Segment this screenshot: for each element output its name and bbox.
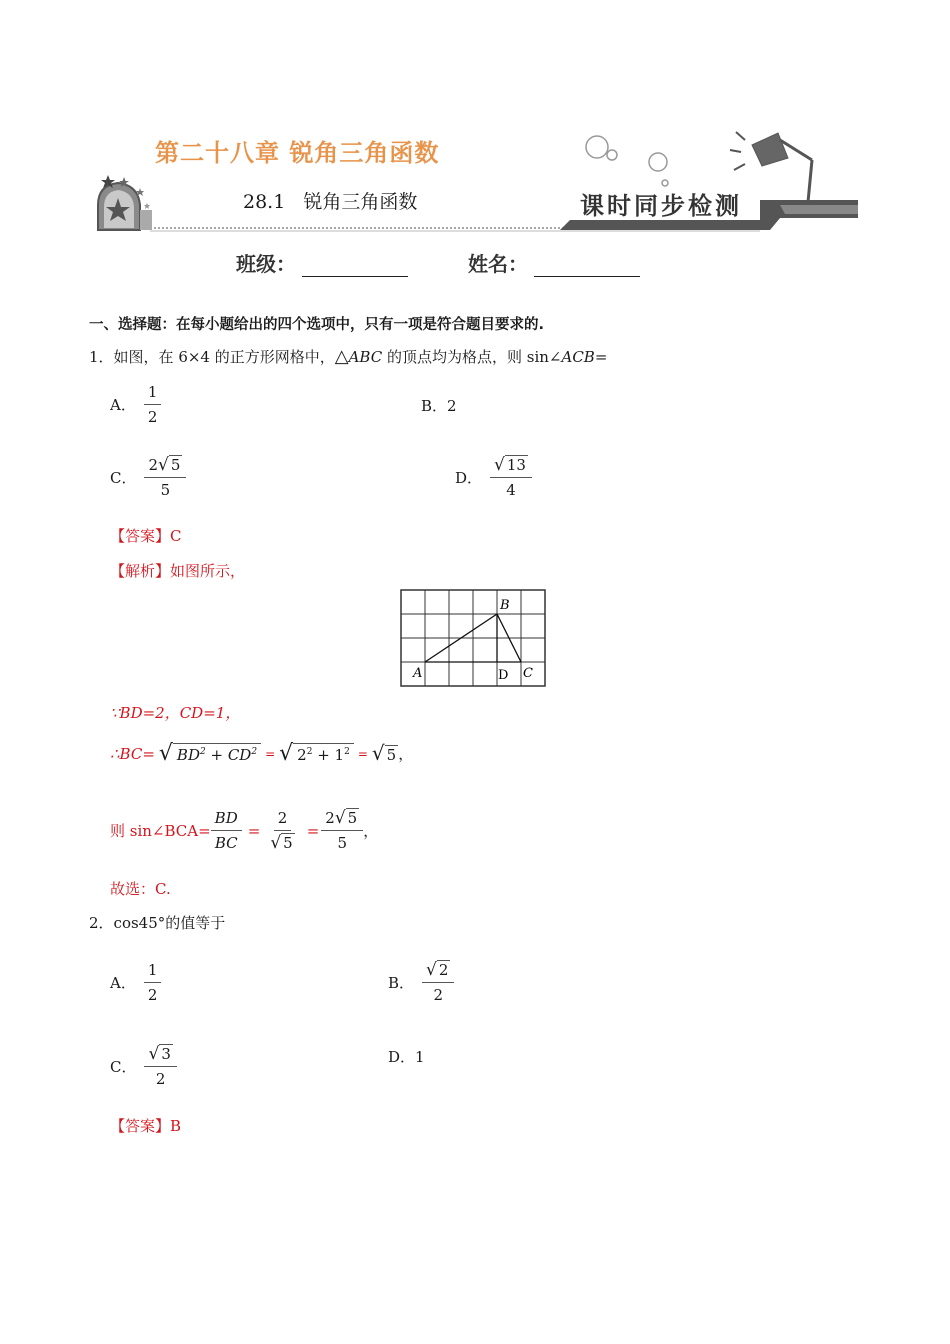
q2-answer-label: 【答案】 (110, 1117, 171, 1135)
q2-option-d[interactable] (388, 1046, 425, 1067)
q1-step3 (110, 806, 378, 855)
q2-optB-den: 2 (433, 986, 443, 1004)
q1-optD-label: D． (455, 469, 483, 487)
q1-optC-rad: 5 (170, 456, 181, 474)
label-c: C (523, 666, 533, 681)
q1-step3-eq1: = (247, 821, 261, 840)
sqrt-icon: √ 3 (148, 1044, 171, 1064)
q2-answer-value: B (170, 1117, 182, 1135)
q1-acb: ACB (561, 348, 595, 366)
chapter-title: 第二十八章 锐角三角函数 (155, 139, 440, 167)
q2-option-c[interactable] (110, 1042, 177, 1091)
sup-2c: 2 (306, 747, 313, 757)
q1-step3-frac3 (321, 806, 363, 855)
q2-optA-den: 2 (147, 986, 158, 1004)
q1-step2-plus1: + 1 (312, 746, 345, 764)
q1-step3-den2: 5 (337, 834, 348, 852)
q1-text-suffix: 的顶点均为格点，则 sin∠ (382, 348, 562, 366)
sqrt-icon: √ 5 (158, 455, 181, 475)
q1-step2-5: 5 (386, 745, 397, 764)
q1-optD-den: 4 (506, 481, 516, 499)
sync-label: 课时同步检测 (580, 191, 742, 220)
q1-optB-val: 2 (447, 397, 457, 415)
q2-option-a[interactable] (110, 958, 161, 1007)
label-b: B (500, 598, 510, 613)
q2-optC-label: C． (110, 1058, 137, 1076)
q1-analysis-label: 【解析】 (110, 562, 171, 580)
q1-step3-rad-den: 5 (283, 834, 293, 852)
q2-number: 2． (89, 914, 114, 932)
banner-graphics (0, 0, 950, 240)
q1-abc: ABC (348, 348, 383, 366)
q1-step2-plus: + CD (205, 746, 252, 764)
q1-option-a[interactable] (110, 380, 161, 429)
q2-optB-rad: 2 (438, 961, 449, 979)
name-label: 姓名： (468, 252, 528, 276)
q1-step2-2: 2 (297, 746, 307, 764)
q1-optD-rad: 13 (506, 456, 526, 474)
q1-conclusion: 故选：C. (110, 880, 171, 898)
q1-step3-rad: 5 (347, 809, 358, 827)
q2-optD-val: 1 (415, 1048, 425, 1066)
sqrt-icon: √ 5 (371, 740, 397, 765)
sqrt-icon: √ 5 (270, 833, 293, 853)
q1-step3-frac1 (211, 806, 242, 855)
q1-step3-coef: 2 (325, 809, 335, 827)
q1-analysis-text: 如图所示， (170, 562, 246, 580)
desk-lamp-icon (730, 132, 812, 202)
label-a: A (413, 666, 423, 681)
q1-step2-comma: ， (398, 744, 414, 763)
q2-optC-rad: 3 (161, 1045, 171, 1063)
name-blank[interactable] (534, 256, 640, 277)
q1-stem (89, 347, 607, 367)
q1-optA-den: 2 (147, 408, 158, 426)
q2-answer (110, 1116, 181, 1136)
q2-optB-frac (422, 958, 454, 1007)
q1-optC-label: C． (110, 469, 137, 487)
q2-optA-num: 1 (144, 958, 162, 983)
q2-text: cos45°的值等于 (113, 914, 226, 932)
sqrt-icon: √ 2 (426, 960, 449, 980)
q1-option-b[interactable] (421, 395, 457, 416)
q2-optA-frac (144, 958, 162, 1007)
q1-step3-eq2: = (306, 821, 320, 840)
q2-option-b[interactable] (388, 958, 454, 1007)
q1-step2-eq1: = (265, 746, 276, 761)
q1-optA-frac (144, 380, 162, 429)
q1-step3-comma: ， (363, 821, 379, 840)
q1-grid-figure (400, 589, 546, 687)
name-field (468, 248, 640, 277)
label-d: D (498, 668, 509, 683)
q1-step3-num: BD (211, 806, 242, 831)
sqrt-icon: √ 5 (334, 808, 358, 828)
q1-step3-num2: 2 (274, 806, 292, 831)
q1-answer-label: 【答案】 (110, 527, 171, 545)
bubbles-icon (586, 136, 668, 186)
q1-step2-bd: BD (176, 746, 200, 764)
q2-optA-label: A． (110, 974, 136, 992)
q1-step2-prefix: ∴BC= (110, 744, 155, 763)
section-heading (243, 187, 417, 214)
header-banner (0, 0, 950, 240)
q2-optC-den: 2 (155, 1070, 166, 1088)
q1-optC-den: 5 (160, 481, 171, 499)
q1-step2 (110, 742, 413, 765)
q1-optC-frac (144, 453, 186, 502)
sqrt-icon: √ $2^2 + 1^2$ (279, 742, 354, 765)
q2-optB-label: B． (388, 974, 415, 992)
q1-optC-coef: 2 (148, 456, 159, 474)
section-title: 锐角三角函数 (303, 191, 418, 213)
q1-optA-label: A． (110, 396, 136, 414)
q1-analysis (110, 561, 245, 581)
q1-option-d[interactable] (455, 453, 532, 502)
q1-optA-num: 1 (144, 380, 162, 405)
sqrt-icon: √ $BD^2 + CD^2$ (159, 742, 261, 765)
class-field (236, 248, 408, 277)
q1-step2-eq2: = (357, 746, 368, 761)
q2-stem (89, 913, 225, 933)
section-number: 28.1 (243, 191, 286, 213)
sup-2b: 2 (251, 747, 258, 757)
q1-optB-label: B． (421, 397, 448, 415)
class-label: 班级： (236, 252, 296, 276)
star-badge-icon (98, 175, 152, 230)
q1-step3-prefix: 则 sin∠BCA= (110, 821, 211, 840)
sup-2d: 2 (344, 747, 350, 757)
q2-optD-label: D． (388, 1048, 416, 1066)
q1-text-prefix: 如图，在 6×4 的正方形网格中， (113, 348, 335, 366)
q1-optD-frac (490, 453, 532, 502)
section-heading-1: 一、选择题：在每小题给出的四个选项中，只有一项是符合题目要求的. (89, 317, 545, 333)
q1-answer (110, 526, 182, 546)
q1-number: 1． (89, 348, 114, 366)
sqrt-icon: √ 13 (494, 455, 526, 475)
grid-svg (400, 589, 546, 687)
class-blank[interactable] (302, 256, 408, 277)
q2-optC-frac (144, 1042, 176, 1091)
q1-option-c[interactable] (110, 453, 186, 502)
q1-step3-frac2 (266, 806, 298, 855)
q1-step3-den: BC (214, 834, 238, 852)
q1-answer-value: C (170, 527, 182, 545)
triangle-icon: △ (334, 346, 349, 367)
sup-2: 2 (199, 747, 206, 757)
q1-step1: ∵BD=2，CD=1， (110, 704, 241, 722)
q1-eq: = (594, 348, 608, 366)
